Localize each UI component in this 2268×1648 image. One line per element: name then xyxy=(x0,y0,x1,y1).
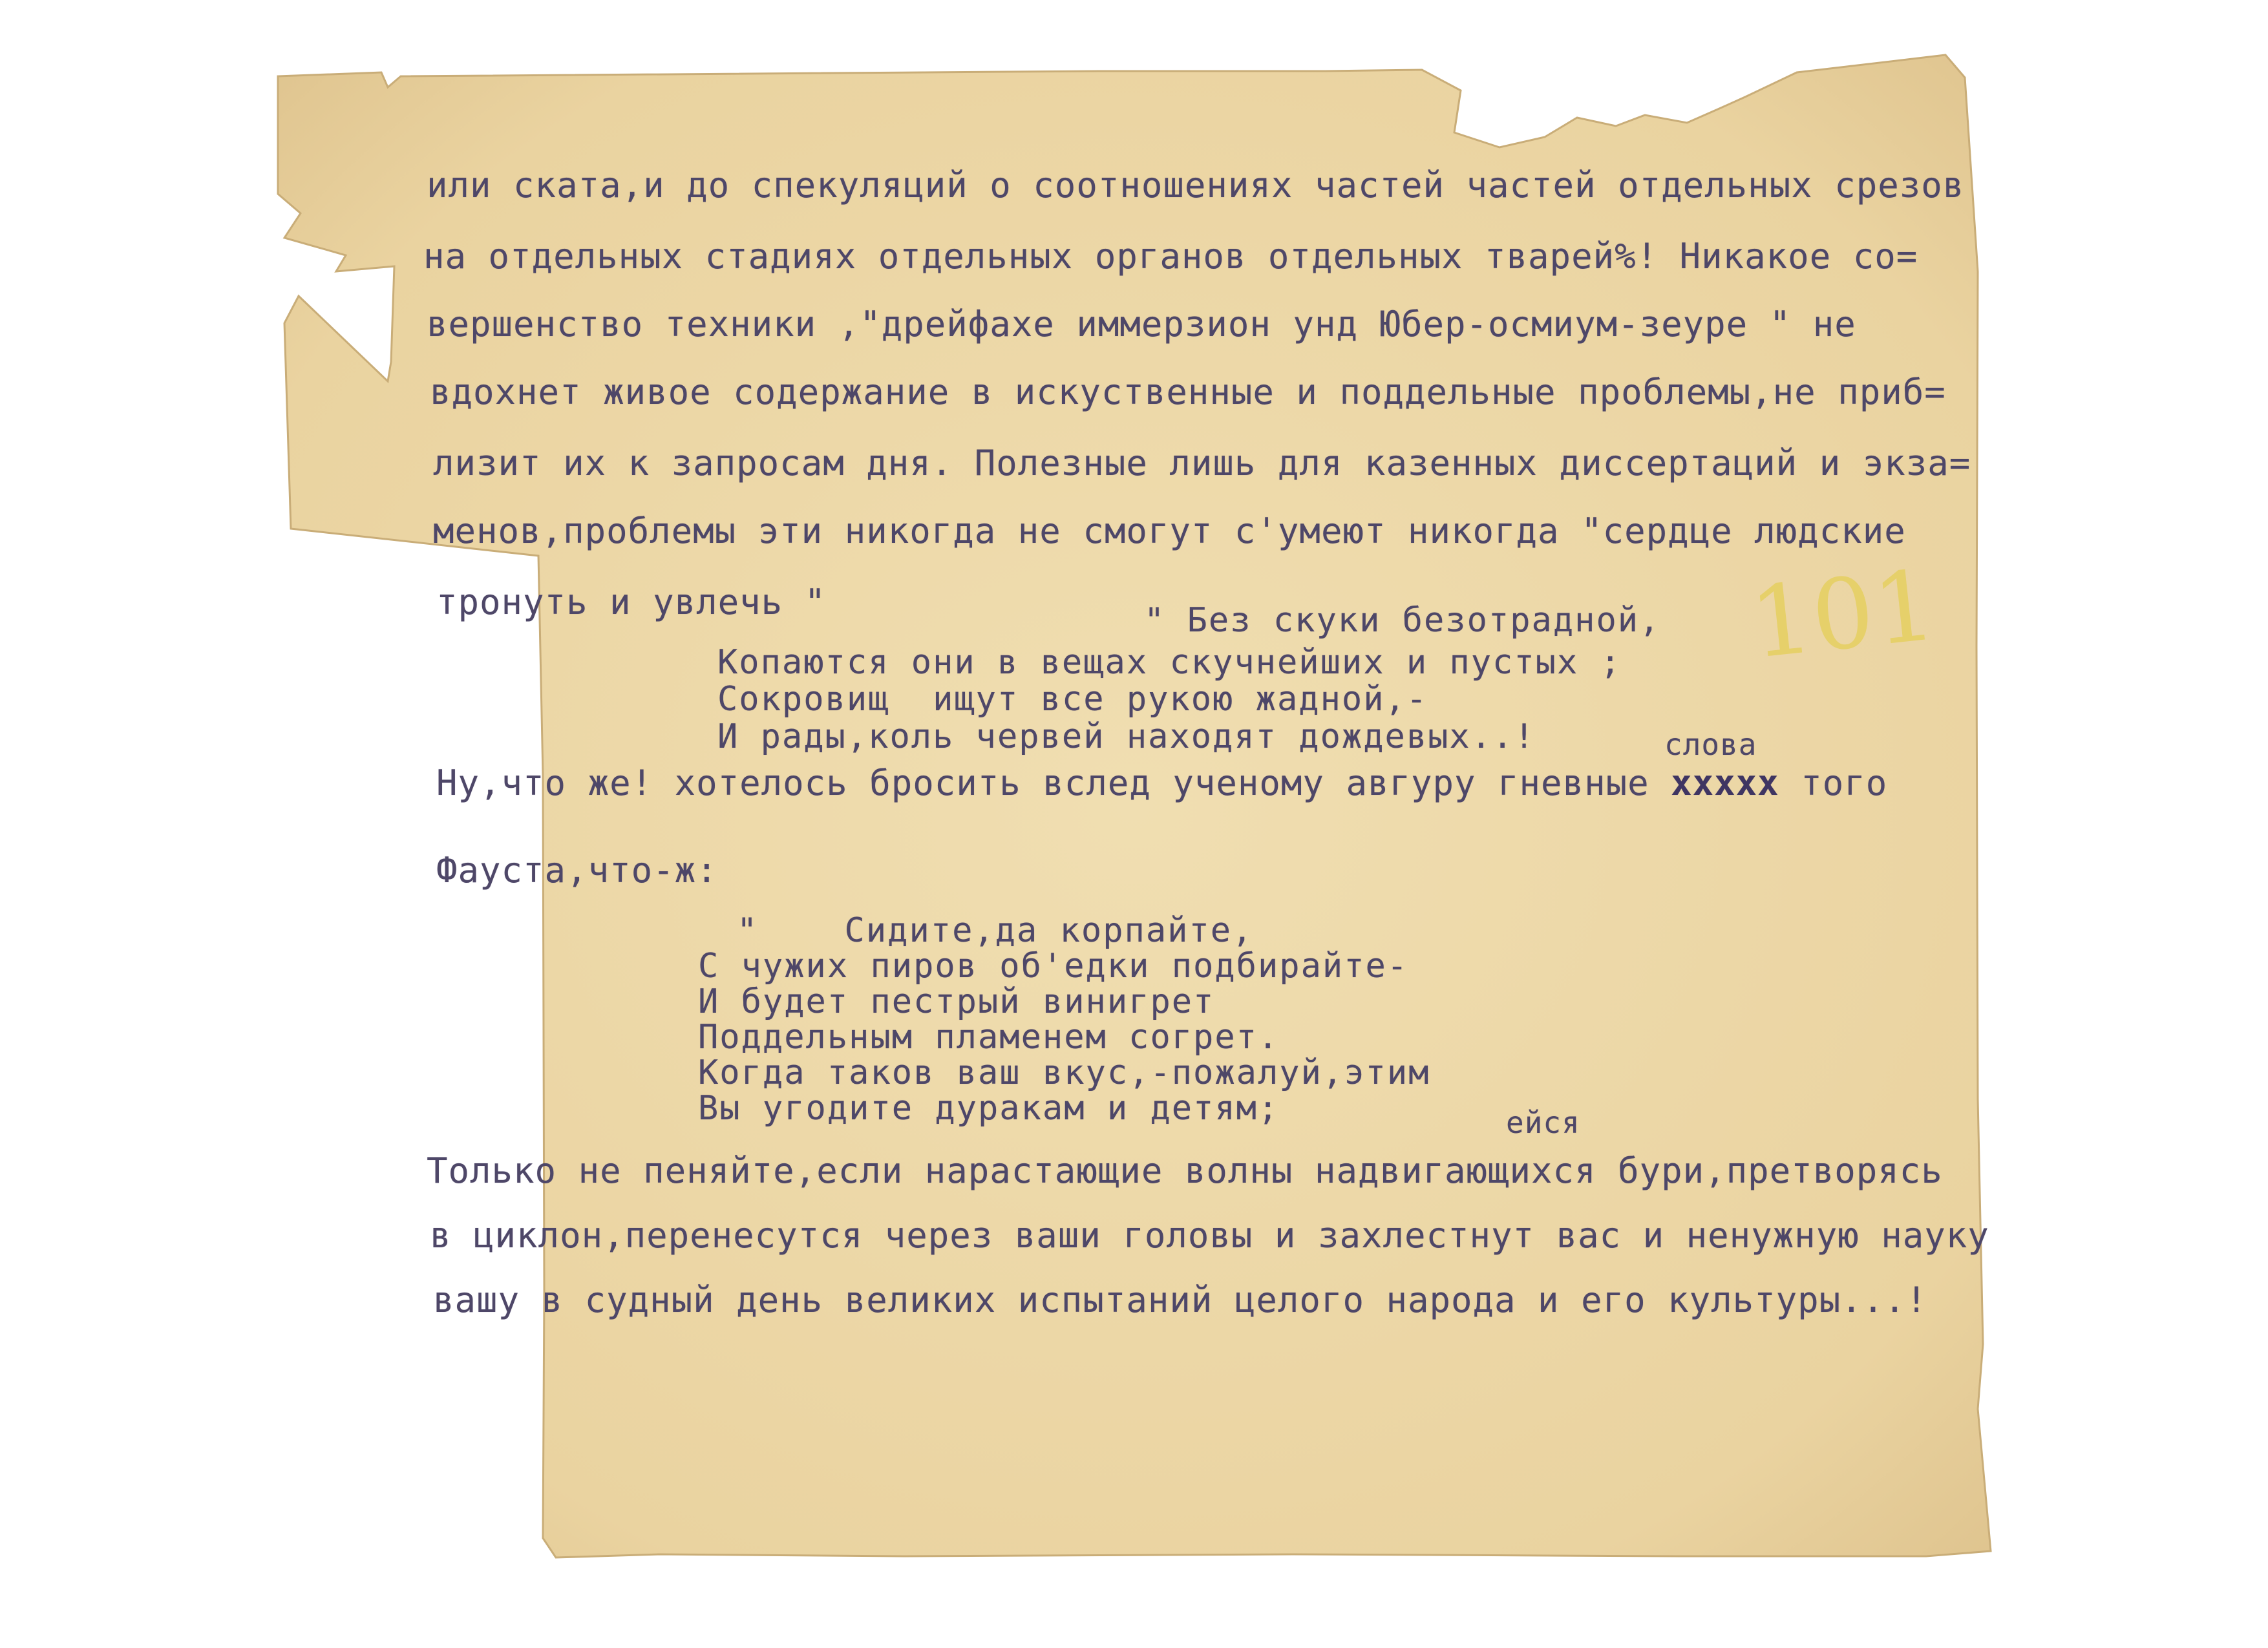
text-line-1: или ската,и до спекуляций о соотношениях частей частей отдельных срезов xyxy=(427,165,1965,206)
text-line-5: лизит их к запросам дня. Полезные лишь для казенных диссертаций и экза= xyxy=(433,443,1971,483)
verse2-line-5: Когда таков ваш вкус,-пожалуй,этим xyxy=(698,1053,1430,1092)
verse1-line-1: " Без скуки безотрадной, xyxy=(1144,601,1661,640)
verse2-line-1: " Сидите,да корпайте, xyxy=(737,911,1254,950)
struck-word: ххххх xyxy=(1671,763,1779,803)
text-line-6: менов,проблемы эти никогда не смогут с'умеют никогда "сердце людские xyxy=(433,511,1906,551)
pencil-page-number: 101 xyxy=(1745,549,1941,681)
text-line-10: Только не пеняйте,если нарастающие волны надвигающихся бури,претворясь xyxy=(427,1150,1943,1191)
text-line-8-main: Ну,что же! хотелось бросить вслед ученому авгуру гневные xyxy=(436,763,1671,803)
verse1-line-3: Сокровищ ищут все рукою жадной,- xyxy=(717,680,1428,719)
text-line-12: вашу в судный день великих испытаний целого народа и его культуры...! xyxy=(433,1280,1928,1320)
insertion-word-2: ейся xyxy=(1506,1105,1580,1140)
text-line-4: вдохнет живое содержание в искуственные и поддельные проблемы,не приб= xyxy=(430,372,1946,412)
text-line-2: на отдельных стадиях отдельных органов отдельных тварей%! Никакое со= xyxy=(423,236,1918,277)
verse2-line-2: С чужих пиров об'едки подбирайте- xyxy=(698,947,1409,986)
insertion-word-1: слова xyxy=(1664,727,1757,762)
text-line-8 xyxy=(436,763,1887,803)
text-line-11: в циклон,перенесутся через ваши головы и захлестнут вас и ненужную науку xyxy=(430,1215,1989,1256)
verse1-line-4: И рады,коль червей находят дождевых..! xyxy=(717,717,1536,756)
text-line-9: Фауста,что-ж: xyxy=(436,850,718,891)
verse2-line-6: Вы угодите дуракам и детям; xyxy=(698,1089,1280,1128)
text-line-8-end: того xyxy=(1779,763,1888,803)
text-line-7: тронуть и увлечь " xyxy=(436,582,827,622)
verse1-line-2: Копаются они в вещах скучнейших и пустых ; xyxy=(717,643,1622,682)
text-line-3: вершенство техники ,"дрейфахе иммерзион унд Юбер-осмиум-зеуре " не xyxy=(427,304,1856,344)
verse2-line-3: И будет пестрый винигрет xyxy=(698,982,1215,1021)
verse2-line-4: Поддельным пламенем согрет. xyxy=(698,1018,1280,1057)
